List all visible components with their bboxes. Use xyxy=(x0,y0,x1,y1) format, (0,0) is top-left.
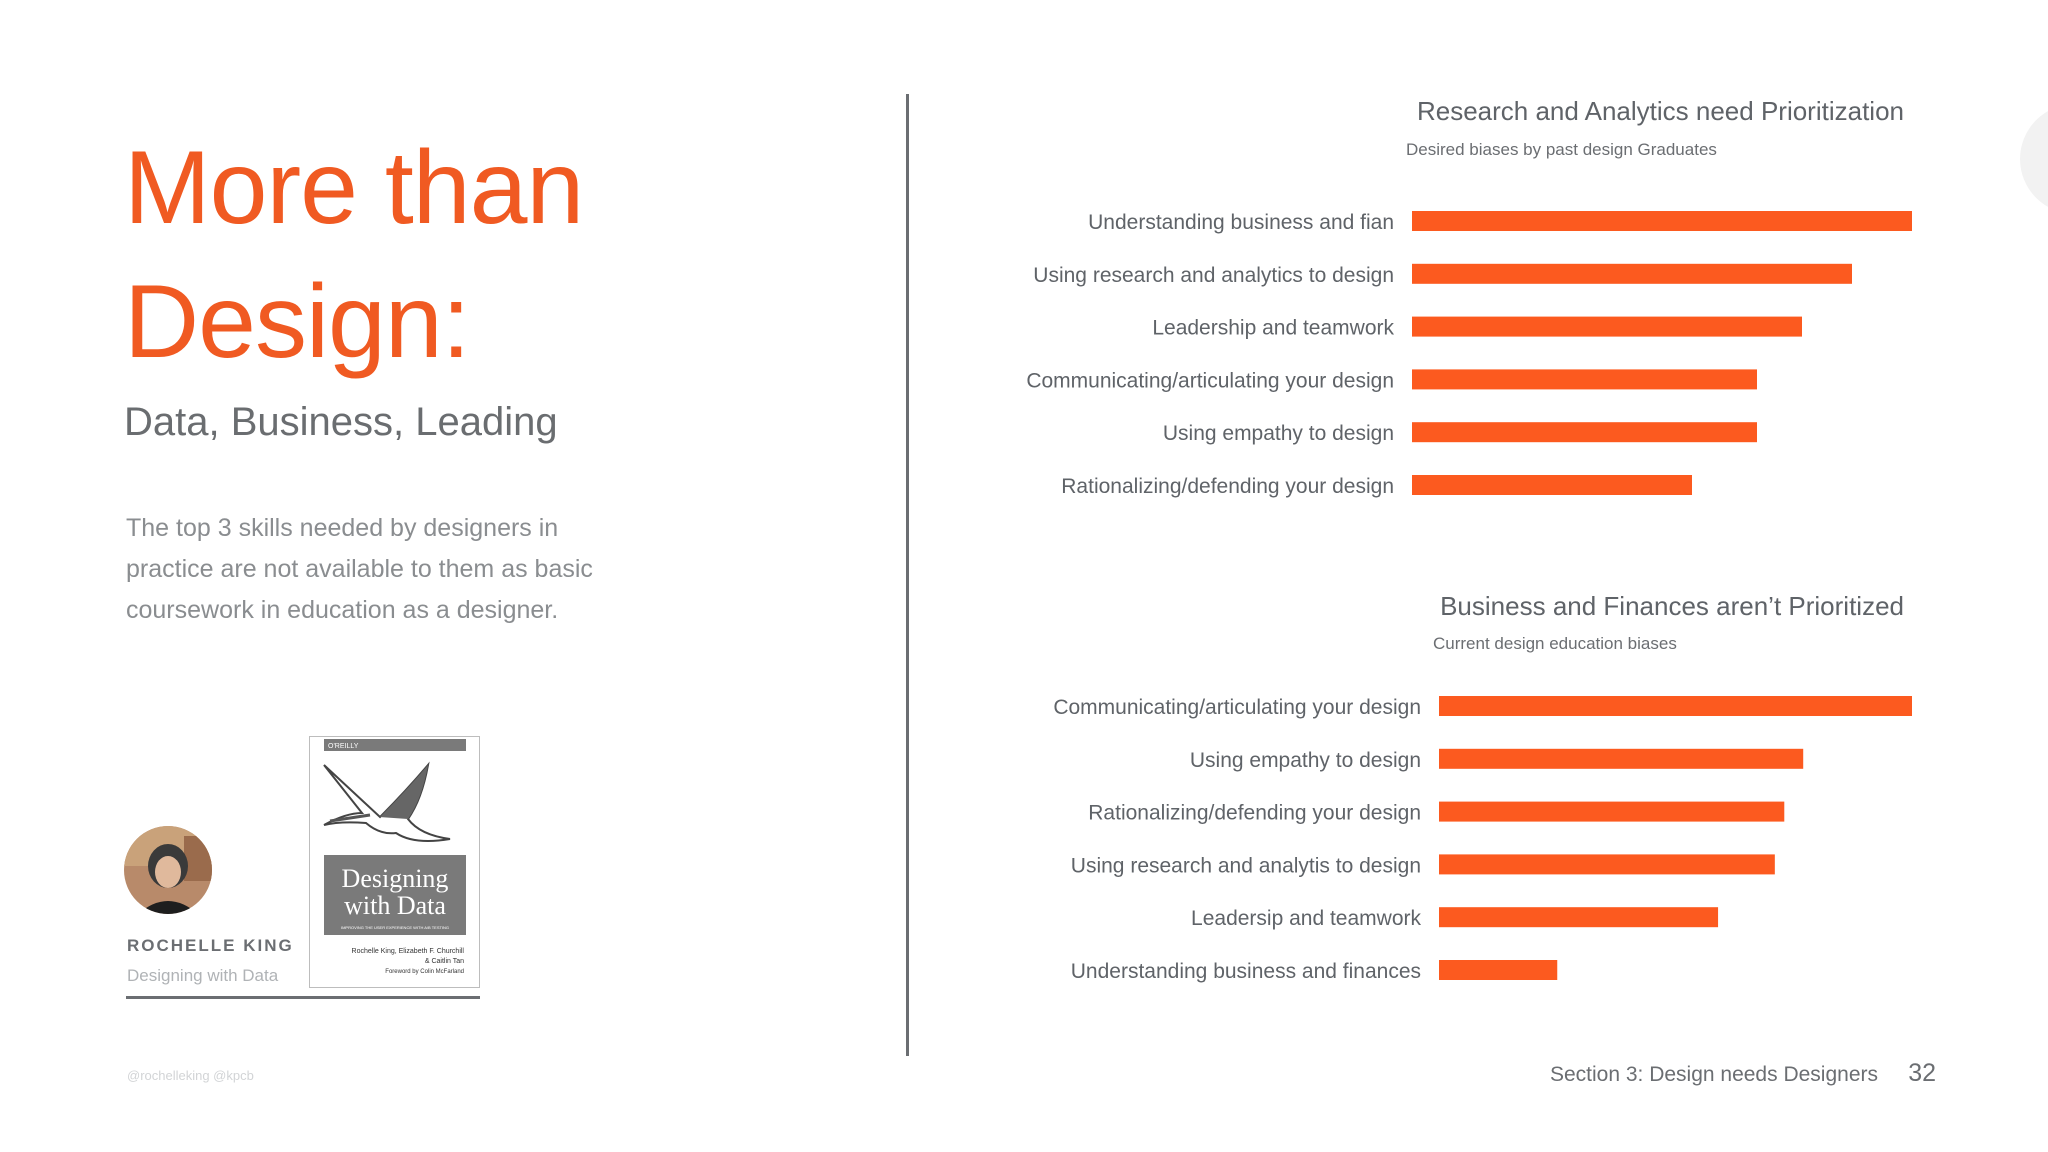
book-title-line-2: with Data xyxy=(344,891,446,920)
chart-2-category-label: Understanding business and finances xyxy=(1070,960,1421,983)
chart-2-title: Business and Finances aren’t Prioritized xyxy=(1440,591,1904,621)
book-foreword: Foreword by Colin McFarland xyxy=(385,969,464,975)
footer-page-number: 32 xyxy=(1908,1059,1936,1087)
social-handle: @rochelleking @kpcb xyxy=(127,1068,254,1083)
chart-2-category-label: Using empathy to design xyxy=(1189,748,1421,772)
book-publisher: O'REILLY xyxy=(328,743,359,750)
chart-2-bar xyxy=(1439,749,1803,769)
slide-body-text: The top 3 skills needed by designers in practice are not available to them as basic coursework in education as a designer. xyxy=(126,514,593,624)
chart-2-category-label: Rationalizing/defending your design xyxy=(1088,801,1421,825)
chart-1-subtitle: Desired biases by past design Graduates xyxy=(1406,140,1717,159)
book-authors-line-2: & Caitlin Tan xyxy=(424,958,464,965)
chart-1-category-label: Using empathy to design xyxy=(1162,422,1394,446)
slide-title-line-1: More than xyxy=(124,130,584,246)
chart-2-bar xyxy=(1439,907,1718,927)
book-tagline: IMPROVING THE USER EXPERIENCE WITH A/B TESTING xyxy=(340,925,450,930)
slide-title-line-2: Design: xyxy=(124,264,470,380)
book-authors-line-1: Rochelle King, Elizabeth F. Churchill xyxy=(351,948,464,955)
author-book-title: Designing with Data xyxy=(127,966,279,985)
chart-1-category-label: Rationalizing/defending your design xyxy=(1061,475,1394,498)
chart-2-bar xyxy=(1439,802,1784,822)
chart-1-category-label: Communicating/articulating your design xyxy=(1026,369,1394,393)
chart-2-bar xyxy=(1439,960,1557,980)
chart-1-title: Research and Analytics need Prioritization xyxy=(1416,96,1904,126)
chart-1-category-label: Using research and analytics to design xyxy=(1033,263,1394,287)
chart-2-category-label: Using research and analytis to design xyxy=(1070,854,1421,878)
chart-2-bar xyxy=(1439,854,1775,874)
book-title-line-1: Designing xyxy=(341,864,449,893)
footer-section-label: Section 3: Design needs Designers xyxy=(1549,1063,1878,1086)
chart-2-category-label: Communicating/articulating your design xyxy=(1053,696,1421,719)
chart-2-category-label: Leadersip and teamwork xyxy=(1191,907,1421,931)
author-name: ROCHELLE KING xyxy=(127,936,294,955)
chart-2-bar xyxy=(1439,696,1912,716)
slide-subtitle: Data, Business, Leading xyxy=(124,400,558,444)
chart-1-category-label: Leadership and teamwork xyxy=(1152,316,1394,340)
chart-1-category-label: Understanding business and fian xyxy=(1088,211,1394,234)
chart-2-subtitle: Current design education biases xyxy=(1433,634,1677,653)
